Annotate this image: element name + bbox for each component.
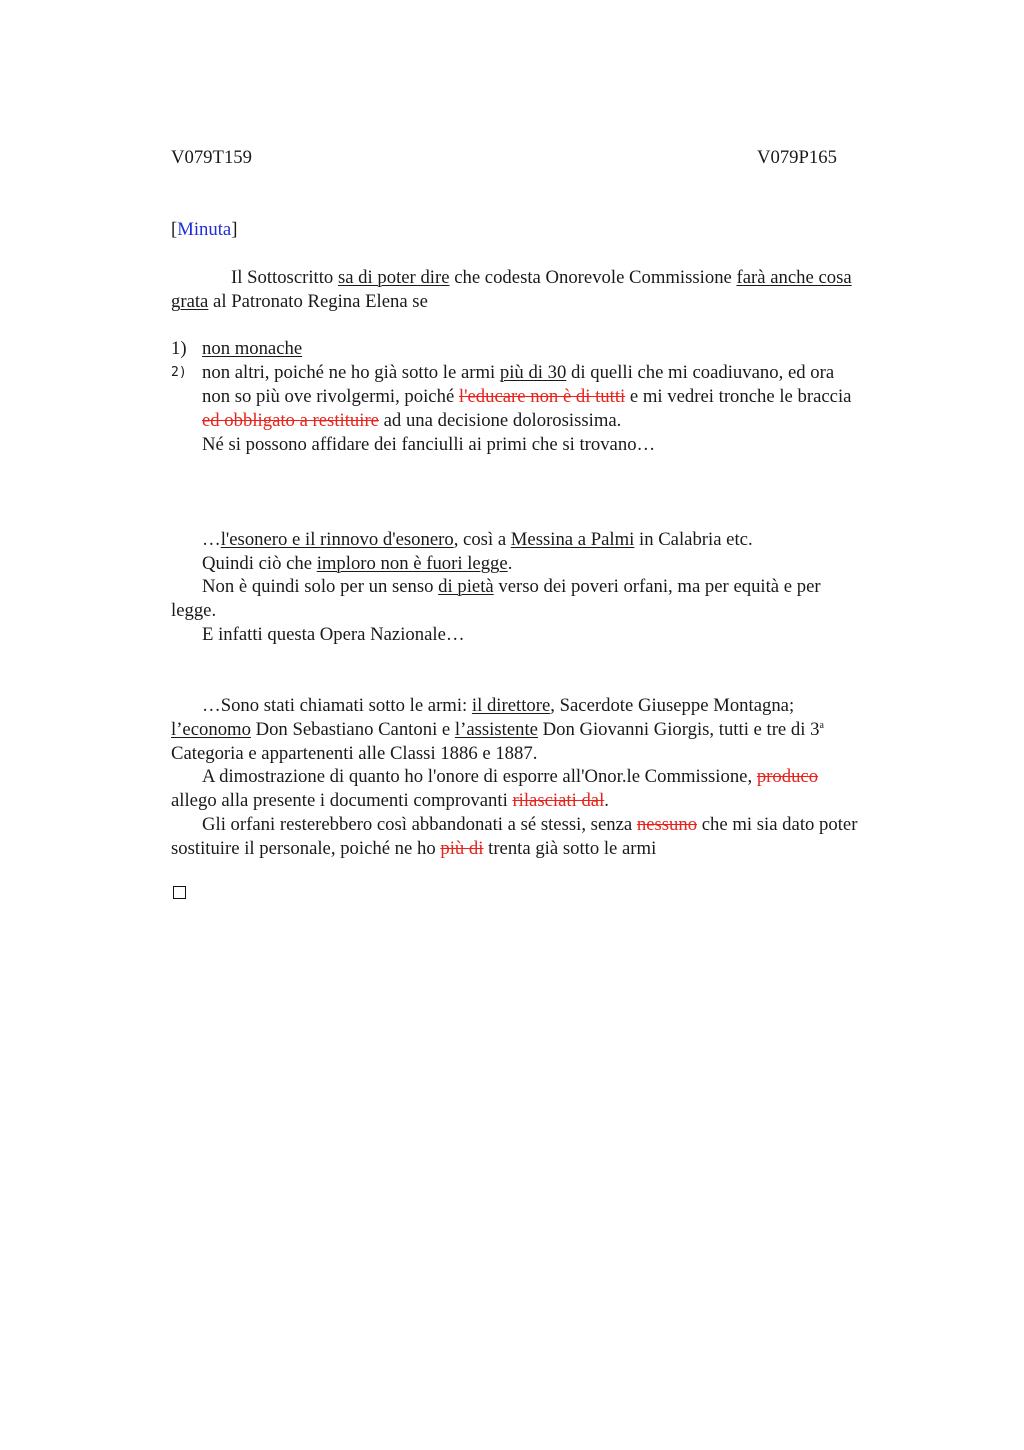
section-text: in Calabria etc. (634, 529, 753, 550)
section2-line-4: legge. (171, 600, 217, 621)
section-underlined: Messina a Palmi (510, 529, 635, 550)
section-underlined: l'esonero e il rinnovo d'esonero (220, 529, 454, 550)
section-text: allego alla presente i documenti comprovanti (171, 790, 513, 811)
section3-line-2 (171, 718, 824, 745)
item-text: e mi vedrei tronche le braccia (625, 386, 852, 407)
deleted-text: nessuno (636, 814, 698, 835)
item-2-line-1 (202, 361, 834, 385)
section-text: Don Sebastiano Cantoni e (250, 719, 455, 740)
section-underlined: di pietà (438, 576, 494, 597)
deleted-text: ed obbligato a restituire (202, 410, 379, 431)
superscript: a (819, 720, 824, 731)
section-text: . (604, 790, 609, 811)
section-text: …Sono stati chiamati sotto le armi: (202, 695, 472, 716)
label-minuta: Minuta (177, 219, 232, 240)
section-text: , così a (453, 529, 511, 550)
item-2-line-3 (202, 409, 621, 433)
intro-line-2 (171, 290, 428, 314)
document-label (171, 218, 237, 242)
empty-checkbox[interactable] (173, 886, 186, 899)
section-text: sostituire il personale, poiché ne ho (171, 838, 441, 859)
item-text: non so più ove rivolgermi, poiché (202, 386, 459, 407)
item-1-number: 1) (171, 338, 187, 359)
section2-line-3 (202, 575, 821, 599)
section-text: che mi sia dato poter (697, 814, 858, 835)
section-underlined: il direttore (471, 695, 551, 716)
section2-line-2 (202, 552, 512, 576)
label-close-bracket: ] (231, 219, 238, 240)
section3-line-3: Categoria e appartenenti alle Classi 1886 e 1887. (171, 743, 538, 764)
section-underlined: imploro non è fuori legge (316, 553, 508, 574)
item-text: non altri, poiché ne ho già sotto le armi (202, 362, 500, 383)
item-text: di quelli che mi coadiuvano, ed ora (566, 362, 835, 383)
intro-text: al Patronato Regina Elena se (208, 291, 428, 312)
section-text: Don Giovanni Giorgis, tutti e tre di 3 (537, 719, 820, 740)
label-open-bracket: [ (171, 219, 178, 240)
section-text: . (507, 553, 513, 574)
section-text: Gli orfani resterebbero così abbandonati a sé stessi, senza (202, 814, 637, 835)
item-2-line-4: Né si possono affidare dei fanciulli ai primi che si trovano… (202, 434, 656, 455)
item-underlined: più di 30 (499, 362, 567, 383)
section2-line-5: E infatti questa Opera Nazionale… (202, 624, 465, 645)
section-underlined: l’economo (171, 719, 251, 740)
item-text: ad una decisione dolorosissima. (378, 410, 622, 431)
header-left-code: V079T159 (171, 147, 252, 168)
item-1-text: non monache (202, 338, 303, 359)
intro-underlined: grata (171, 291, 209, 312)
section-text: , Sacerdote Giuseppe Montagna; (550, 695, 795, 716)
section-underlined: l’assistente (454, 719, 538, 740)
deleted-text: rilasciati dal (512, 790, 605, 811)
header-right-code: V079P165 (757, 147, 837, 168)
item-2-line-2 (202, 385, 851, 409)
item-2-number: 2) (171, 365, 187, 380)
section2-line-1 (202, 528, 753, 552)
deleted-text: più di (440, 838, 484, 859)
intro-underlined: farà anche cosa (736, 267, 852, 288)
section-text: … (202, 529, 221, 550)
intro-text: Il Sottoscritto (231, 267, 338, 288)
section3-line-6 (202, 813, 857, 837)
section-text: Quindi ciò che (202, 553, 317, 574)
intro-text: che codesta Onorevole Commissione (449, 267, 737, 288)
section3-line-4 (202, 765, 818, 789)
section-text: trenta già sotto le armi (483, 838, 657, 859)
intro-line-1 (231, 266, 852, 290)
intro-underlined: sa di poter dire (337, 267, 450, 288)
section3-line-1 (202, 694, 794, 718)
deleted-text: l'educare non è di tutti (458, 386, 626, 407)
section-text: A dimostrazione di quanto ho l'onore di esporre all'Onor.le Commissione, (202, 766, 757, 787)
section3-line-5 (171, 789, 609, 813)
section3-line-7 (171, 837, 656, 861)
section-text: verso dei poveri orfani, ma per equità e per (493, 576, 821, 597)
section-text: Non è quindi solo per un senso (202, 576, 439, 597)
deleted-text: produco (756, 766, 819, 787)
